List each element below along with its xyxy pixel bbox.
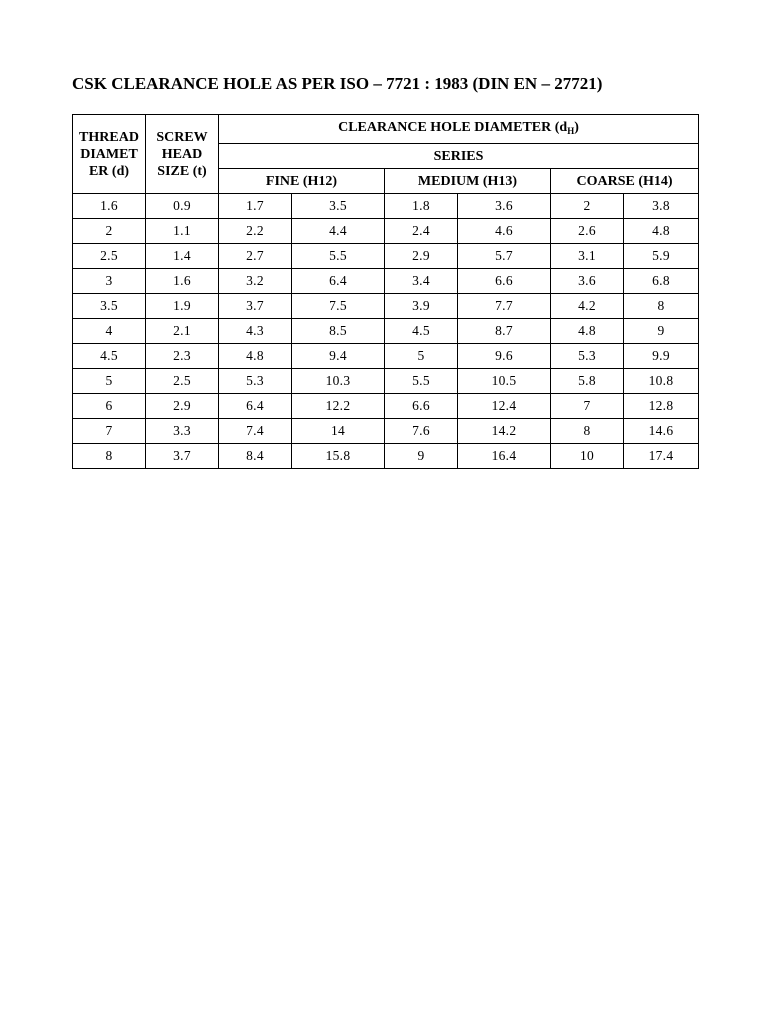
clearance-header-text: CLEARANCE HOLE DIAMETER (d bbox=[338, 119, 568, 135]
cell-coarse-min: 3.6 bbox=[551, 269, 624, 294]
cell-medium-min: 2.4 bbox=[385, 219, 458, 244]
cell-thread-diameter: 8 bbox=[73, 444, 146, 469]
cell-medium-max: 12.4 bbox=[458, 394, 551, 419]
cell-fine-min: 4.3 bbox=[219, 319, 292, 344]
screw-header-line-1: SCREW bbox=[156, 129, 208, 145]
cell-coarse-min: 10 bbox=[551, 444, 624, 469]
cell-medium-max: 14.2 bbox=[458, 419, 551, 444]
document-title: CSK CLEARANCE HOLE AS PER ISO – 7721 : 1983 (DIN EN – 27721) bbox=[72, 74, 603, 93]
table-row bbox=[73, 294, 699, 319]
cell-fine-max: 8.5 bbox=[292, 319, 385, 344]
cell-thread-diameter: 3 bbox=[73, 269, 146, 294]
cell-coarse-max: 9 bbox=[624, 319, 699, 344]
screw-head-size-header bbox=[146, 115, 219, 194]
cell-screw-head-size: 2.9 bbox=[146, 394, 219, 419]
cell-coarse-min: 5.3 bbox=[551, 344, 624, 369]
cell-medium-max: 16.4 bbox=[458, 444, 551, 469]
series-header: SERIES bbox=[219, 144, 699, 169]
cell-coarse-min: 3.1 bbox=[551, 244, 624, 269]
cell-fine-max: 12.2 bbox=[292, 394, 385, 419]
cell-screw-head-size: 1.4 bbox=[146, 244, 219, 269]
cell-medium-min: 5.5 bbox=[385, 369, 458, 394]
fine-series-header: FINE (H12) bbox=[219, 169, 385, 194]
cell-medium-max: 6.6 bbox=[458, 269, 551, 294]
clearance-header-close: ) bbox=[574, 119, 579, 135]
cell-coarse-max: 14.6 bbox=[624, 419, 699, 444]
cell-fine-min: 1.7 bbox=[219, 194, 292, 219]
cell-screw-head-size: 1.9 bbox=[146, 294, 219, 319]
cell-coarse-max: 12.8 bbox=[624, 394, 699, 419]
table-row bbox=[73, 369, 699, 394]
cell-medium-max: 5.7 bbox=[458, 244, 551, 269]
table-body bbox=[73, 194, 699, 469]
cell-screw-head-size: 3.7 bbox=[146, 444, 219, 469]
table-row bbox=[73, 419, 699, 444]
cell-coarse-max: 9.9 bbox=[624, 344, 699, 369]
cell-medium-max: 7.7 bbox=[458, 294, 551, 319]
cell-fine-max: 10.3 bbox=[292, 369, 385, 394]
table-row bbox=[73, 319, 699, 344]
cell-coarse-min: 4.2 bbox=[551, 294, 624, 319]
thread-header-line-2: DIAMET bbox=[80, 146, 138, 162]
cell-screw-head-size: 1.1 bbox=[146, 219, 219, 244]
cell-fine-min: 8.4 bbox=[219, 444, 292, 469]
screw-header-line-3: SIZE (t) bbox=[157, 163, 207, 179]
clearance-hole-table bbox=[72, 114, 699, 469]
cell-coarse-max: 5.9 bbox=[624, 244, 699, 269]
cell-fine-max: 6.4 bbox=[292, 269, 385, 294]
cell-coarse-min: 8 bbox=[551, 419, 624, 444]
cell-medium-max: 3.6 bbox=[458, 194, 551, 219]
cell-thread-diameter: 1.6 bbox=[73, 194, 146, 219]
table-row bbox=[73, 219, 699, 244]
cell-thread-diameter: 5 bbox=[73, 369, 146, 394]
cell-screw-head-size: 3.3 bbox=[146, 419, 219, 444]
cell-medium-max: 10.5 bbox=[458, 369, 551, 394]
cell-thread-diameter: 2.5 bbox=[73, 244, 146, 269]
cell-fine-max: 3.5 bbox=[292, 194, 385, 219]
cell-medium-max: 9.6 bbox=[458, 344, 551, 369]
cell-fine-max: 7.5 bbox=[292, 294, 385, 319]
table-row bbox=[73, 269, 699, 294]
medium-series-header: MEDIUM (H13) bbox=[385, 169, 551, 194]
cell-medium-min: 7.6 bbox=[385, 419, 458, 444]
table-row bbox=[73, 194, 699, 219]
cell-thread-diameter: 4.5 bbox=[73, 344, 146, 369]
table-row bbox=[73, 244, 699, 269]
thread-header-line-1: THREAD bbox=[79, 129, 139, 145]
cell-fine-max: 9.4 bbox=[292, 344, 385, 369]
cell-coarse-max: 4.8 bbox=[624, 219, 699, 244]
cell-thread-diameter: 6 bbox=[73, 394, 146, 419]
cell-coarse-min: 5.8 bbox=[551, 369, 624, 394]
cell-fine-max: 5.5 bbox=[292, 244, 385, 269]
table-row bbox=[73, 344, 699, 369]
coarse-series-header: COARSE (H14) bbox=[551, 169, 699, 194]
cell-screw-head-size: 0.9 bbox=[146, 194, 219, 219]
cell-coarse-max: 3.8 bbox=[624, 194, 699, 219]
cell-medium-min: 3.9 bbox=[385, 294, 458, 319]
cell-medium-max: 8.7 bbox=[458, 319, 551, 344]
cell-coarse-max: 8 bbox=[624, 294, 699, 319]
screw-header-line-2: HEAD bbox=[161, 146, 203, 162]
cell-medium-max: 4.6 bbox=[458, 219, 551, 244]
cell-medium-min: 5 bbox=[385, 344, 458, 369]
cell-screw-head-size: 2.1 bbox=[146, 319, 219, 344]
cell-screw-head-size: 2.3 bbox=[146, 344, 219, 369]
cell-coarse-min: 4.8 bbox=[551, 319, 624, 344]
cell-fine-min: 2.2 bbox=[219, 219, 292, 244]
cell-coarse-min: 2.6 bbox=[551, 219, 624, 244]
clearance-hole-diameter-header bbox=[219, 115, 699, 144]
thread-diameter-header bbox=[73, 115, 146, 194]
cell-fine-min: 5.3 bbox=[219, 369, 292, 394]
cell-medium-min: 1.8 bbox=[385, 194, 458, 219]
cell-medium-min: 4.5 bbox=[385, 319, 458, 344]
cell-screw-head-size: 1.6 bbox=[146, 269, 219, 294]
cell-thread-diameter: 7 bbox=[73, 419, 146, 444]
cell-medium-min: 3.4 bbox=[385, 269, 458, 294]
cell-fine-min: 4.8 bbox=[219, 344, 292, 369]
cell-fine-min: 7.4 bbox=[219, 419, 292, 444]
cell-fine-min: 2.7 bbox=[219, 244, 292, 269]
cell-screw-head-size: 2.5 bbox=[146, 369, 219, 394]
table-row bbox=[73, 394, 699, 419]
cell-fine-max: 4.4 bbox=[292, 219, 385, 244]
thread-header-line-3: ER (d) bbox=[88, 163, 130, 179]
cell-thread-diameter: 2 bbox=[73, 219, 146, 244]
table-row bbox=[73, 444, 699, 469]
cell-thread-diameter: 3.5 bbox=[73, 294, 146, 319]
cell-coarse-max: 6.8 bbox=[624, 269, 699, 294]
cell-coarse-min: 2 bbox=[551, 194, 624, 219]
cell-coarse-max: 17.4 bbox=[624, 444, 699, 469]
cell-coarse-max: 10.8 bbox=[624, 369, 699, 394]
cell-medium-min: 6.6 bbox=[385, 394, 458, 419]
cell-medium-min: 9 bbox=[385, 444, 458, 469]
cell-fine-min: 3.7 bbox=[219, 294, 292, 319]
cell-coarse-min: 7 bbox=[551, 394, 624, 419]
cell-fine-min: 3.2 bbox=[219, 269, 292, 294]
clearance-header-subscript: H bbox=[567, 125, 575, 136]
cell-medium-min: 2.9 bbox=[385, 244, 458, 269]
cell-thread-diameter: 4 bbox=[73, 319, 146, 344]
cell-fine-max: 15.8 bbox=[292, 444, 385, 469]
cell-fine-max: 14 bbox=[292, 419, 385, 444]
cell-fine-min: 6.4 bbox=[219, 394, 292, 419]
